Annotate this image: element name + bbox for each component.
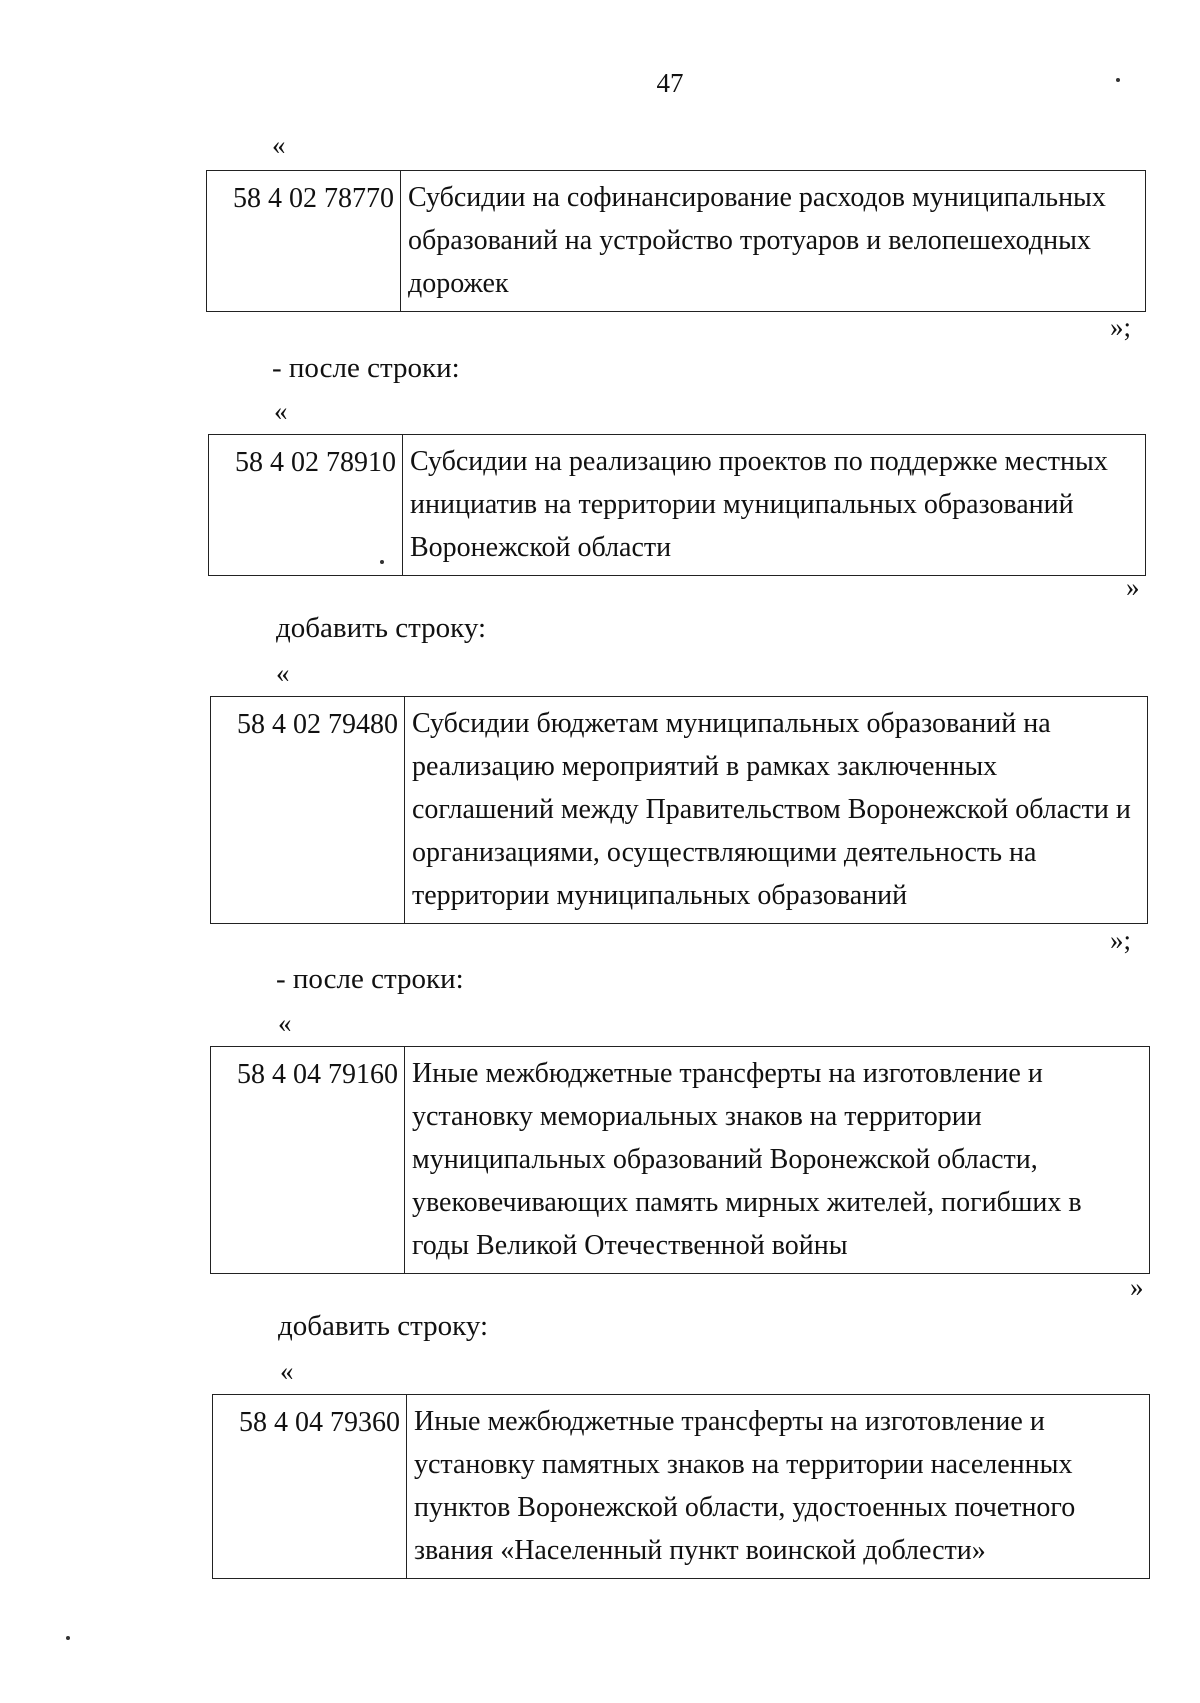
instruction-add-row: добавить строку: bbox=[276, 612, 486, 644]
budget-code-table-4 bbox=[210, 1046, 1150, 1274]
close-quote: »; bbox=[1110, 925, 1132, 955]
budget-code-cell: 58 4 02 78910 bbox=[209, 435, 403, 576]
description-cell: Субсидии на софинансирование расходов муниципальных образований на устройство тротуаров и велопешеходных дорожек bbox=[401, 171, 1146, 312]
open-quote: « bbox=[272, 130, 286, 160]
table-row bbox=[211, 697, 1148, 924]
open-quote: « bbox=[280, 1356, 294, 1386]
budget-code-cell: 58 4 02 78770 bbox=[207, 171, 401, 312]
instruction-after-row: - после строки: bbox=[276, 963, 464, 995]
budget-code-table-2 bbox=[208, 434, 1146, 576]
description-cell: Субсидии на реализацию проектов по поддержке местных инициатив на территории муниципальных образований Воронежской области bbox=[403, 435, 1146, 576]
budget-code-cell: 58 4 04 79360 bbox=[213, 1395, 407, 1579]
open-quote: « bbox=[276, 658, 290, 688]
table-row bbox=[209, 435, 1146, 576]
instruction-add-row: добавить строку: bbox=[278, 1310, 488, 1342]
close-quote: » bbox=[1130, 1272, 1144, 1302]
page-number: 47 bbox=[656, 68, 684, 98]
close-quote: »; bbox=[1110, 312, 1132, 342]
budget-code-cell: 58 4 04 79160 bbox=[211, 1047, 405, 1274]
table-row bbox=[213, 1395, 1150, 1579]
scan-speck bbox=[66, 1636, 70, 1640]
budget-code-cell: 58 4 02 79480 bbox=[211, 697, 405, 924]
open-quote: « bbox=[278, 1008, 292, 1038]
description-cell: Субсидии бюджетам муниципальных образований на реализацию мероприятий в рамках заключенных соглашений между Правительством Воронежской области и организациями, осуществляющими деятельность на территории муниципальных образований bbox=[405, 697, 1148, 924]
close-quote: » bbox=[1126, 572, 1140, 602]
budget-code-table-5 bbox=[212, 1394, 1150, 1579]
table-row bbox=[211, 1047, 1150, 1274]
scan-speck bbox=[380, 560, 384, 564]
description-cell: Иные межбюджетные трансферты на изготовление и установку мемориальных знаков на территории муниципальных образований Воронежской области, увековечивающих память мирных жителей, погибших в годы Великой Отечественной войны bbox=[405, 1047, 1150, 1274]
scan-speck bbox=[1116, 78, 1120, 82]
open-quote: « bbox=[274, 396, 288, 426]
budget-code-table-3 bbox=[210, 696, 1148, 924]
budget-code-table-1 bbox=[206, 170, 1146, 312]
table-row bbox=[207, 171, 1146, 312]
description-cell: Иные межбюджетные трансферты на изготовление и установку памятных знаков на территории населенных пунктов Воронежской области, удостоенных почетного звания «Населенный пункт воинской доблести» bbox=[407, 1395, 1150, 1579]
instruction-after-row: - после строки: bbox=[272, 352, 460, 384]
